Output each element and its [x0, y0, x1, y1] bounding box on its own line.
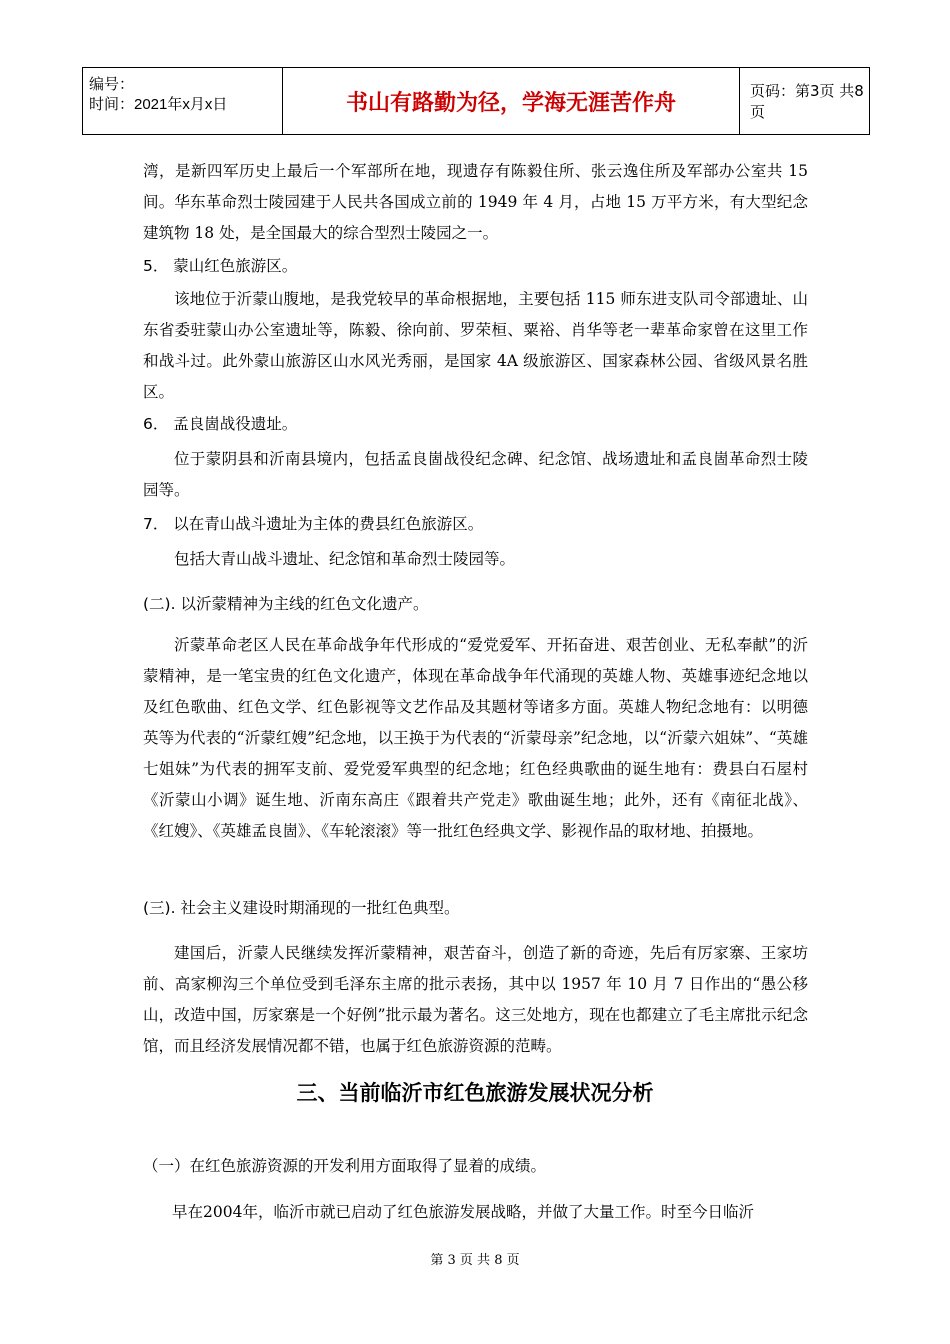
paragraph-item-7: 包括大青山战斗遗址、纪念馆和革命烈士陵园等。: [174, 550, 516, 568]
motto: 书山有路勤为径，学海无涯苦作舟: [283, 68, 740, 134]
heading-subsection-one: （一）在红色旅游资源的开发利用方面取得了显着的成绩。: [143, 1157, 547, 1175]
heading-section-three: (三). 社会主义建设时期涌现的一批红色典型。: [143, 899, 460, 917]
chapter-title: 三、当前临沂市红色旅游发展状况分析: [296, 1081, 654, 1105]
heading-item-7: 7． 以在青山战斗遗址为主体的费县红色旅游区。: [143, 515, 484, 533]
page-label: 页码：第3页 共8页: [750, 82, 864, 121]
header-table: [82, 67, 870, 135]
paragraph-section-three: 建国后，沂蒙人民继续发挥沂蒙精神，艰苦奋斗，创造了新的奇迹，先后有厉家寨、王家坊前、高家柳沟三个单位受到毛泽东主席的批示表扬，其中以 1957 年 10 月 7 日作出的“愚公移山，改造中国，厉家寨是一个好例”批示最为著名。这三处地方，现在也都建立了毛主席批示纪念馆，而且经济发展情况都不错，也属于红色旅游资源的范畴。: [143, 944, 808, 1055]
time-label: 时间：2021年x月x日: [89, 96, 228, 113]
paragraph-item-5: 该地位于沂蒙山腹地，是我党较早的革命根据地，主要包括 115 师东进支队司令部遗址、山东省委驻蒙山办公室遗址等，陈毅、徐向前、罗荣桓、粟裕、肖华等老一辈革命家曾在这里工作和战斗过。此外蒙山旅游区山水风光秀丽，是国家 4A 级旅游区、国家森林公园、省级风景名胜区。: [143, 290, 808, 401]
heading-item-6: 6． 孟良崮战役遗址。: [143, 415, 298, 433]
number-label: 编号：: [89, 76, 135, 93]
paragraph-subsection-one: 早在2004年，临沂市就已启动了红色旅游发展战略，并做了大量工作。时至今日临沂: [172, 1203, 754, 1221]
paragraph-section-two: 沂蒙革命老区人民在革命战争年代形成的“爱党爱军、开拓奋进、艰苦创业、无私奉献”的沂蒙精神，是一笔宝贵的红色文化遗产，体现在革命战争年代涌现的英雄人物、英雄事迹纪念地以及红色歌曲、红色文学、红色影视等文艺作品及其题材等诸多方面。英雄人物纪念地有：以明德英等为代表的“沂蒙红嫂”纪念地，以王换于为代表的“沂蒙母亲”纪念地，以“沂蒙六姐妹”、“英雄七姐妹”为代表的拥军支前、爱党爱军典型的纪念地；红色经典歌曲的诞生地有：费县白石屋村《沂蒙山小调》诞生地、沂南东高庄《跟着共产党走》歌曲诞生地；此外，还有《南征北战》、《红嫂》、《英雄孟良崮》、《车轮滚滚》等一批红色经典文学、影视作品的取材地、拍摄地。: [143, 636, 808, 840]
heading-section-two: (二). 以沂蒙精神为主线的红色文化遗产。: [143, 595, 429, 613]
paragraph-item-6: 位于蒙阴县和沂南县境内，包括孟良崮战役纪念碑、纪念馆、战场遗址和孟良崮革命烈士陵园等。: [143, 450, 808, 499]
paragraph-intro: 湾，是新四军历史上最后一个军部所在地，现遗存有陈毅住所、张云逸住所及军部办公室共 15 间。华东革命烈士陵园建于人民共各国成立前的 1949 年 4 月，占地 15 万平方米，有大型纪念建筑物 18 处，是全国最大的综合型烈士陵园之一。: [143, 162, 808, 242]
header-meta-cell: [83, 68, 283, 134]
page-footer: 第 3 页 共 8 页: [430, 1253, 520, 1268]
heading-item-5: 5． 蒙山红色旅游区。: [143, 257, 298, 275]
